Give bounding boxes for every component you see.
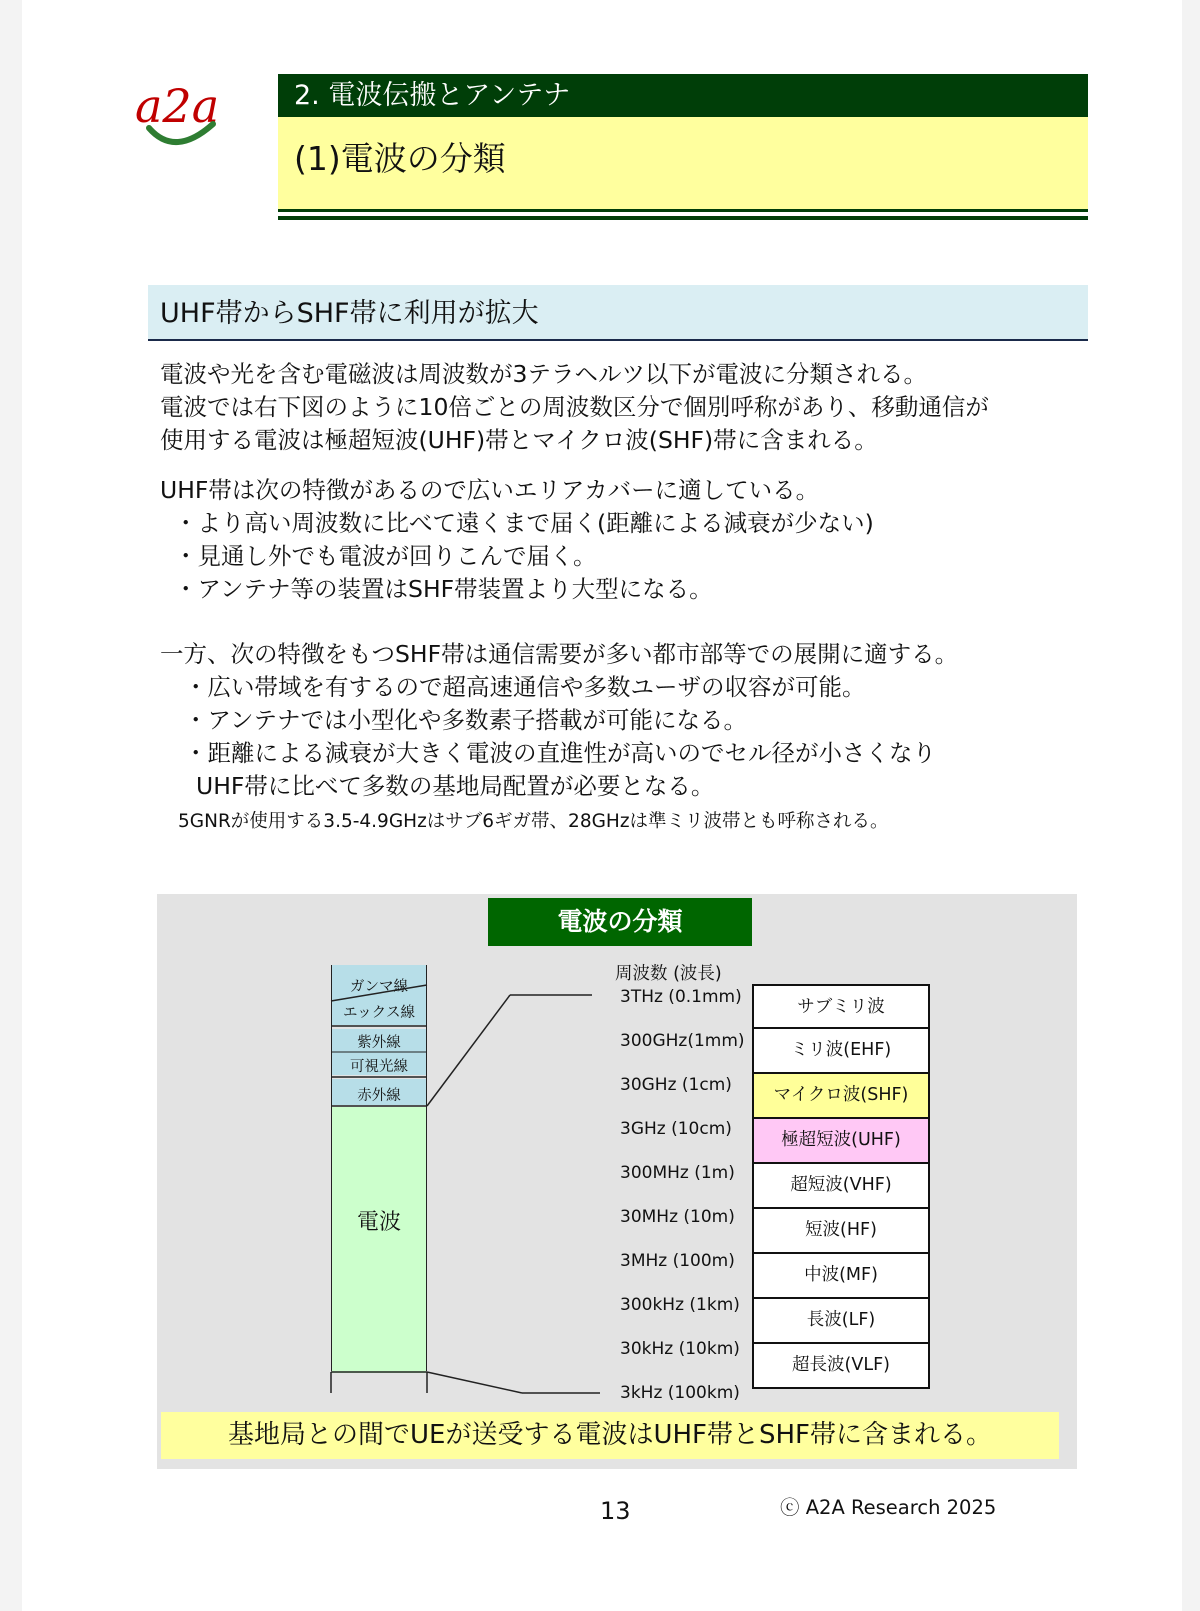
text-line: 使用する電波は極超短波(UHF)帯とマイクロ波(SHF)帯に含まれる。 <box>160 426 878 454</box>
band-ehf: ミリ波(EHF) <box>752 1029 930 1074</box>
bullet-line-continued: UHF帯に比べて多数の基地局配置が必要となる。 <box>196 772 715 800</box>
diagram-title: 電波の分類 <box>488 898 752 946</box>
band-lf: 長波(LF) <box>752 1299 930 1344</box>
band-shf: マイクロ波(SHF) <box>752 1074 930 1119</box>
section-heading: UHF帯からSHF帯に利用が拡大 <box>148 285 1088 341</box>
frequency-label: 300MHz (1m) <box>620 1163 735 1183</box>
frequency-label: 30MHz (10m) <box>620 1207 735 1227</box>
frequency-label: 30GHz (1cm) <box>620 1075 732 1095</box>
connector-bottom <box>427 1372 522 1393</box>
band-vhf: 超短波(VHF) <box>752 1164 930 1209</box>
band-table <box>752 984 930 1389</box>
band-uhf: 極超短波(UHF) <box>752 1119 930 1164</box>
footnote: 5GNRが使用する3.5-4.9GHzはサブ6ギガ帯、28GHzは準ミリ波帯とも呼称される。 <box>178 811 889 832</box>
bullet-line: ・アンテナ等の装置はSHF帯装置より大型になる。 <box>174 575 713 603</box>
connector-top <box>427 995 510 1106</box>
band-submillimeter: サブミリ波 <box>752 984 930 1029</box>
band-vlf: 超長波(VLF) <box>752 1344 930 1389</box>
spectrum-label: 赤外線 <box>357 1088 401 1104</box>
spectrum-label: 可視光線 <box>350 1059 408 1075</box>
frequency-label: 30kHz (10km) <box>620 1339 740 1359</box>
frequency-label: 300GHz(1mm) <box>620 1031 745 1051</box>
radio-wave-label: 電波 <box>356 1210 401 1235</box>
text-line: 電波では右下図のように10倍ごとの周波数区分で個別呼称があり、移動通信が <box>160 393 989 421</box>
frequency-label: 3THz (0.1mm) <box>620 987 742 1007</box>
spectrum-label: ガンマ線 <box>350 979 408 995</box>
bullet-line: ・距離による減衰が大きく電波の直進性が高いのでセル径が小さくなり <box>184 739 936 767</box>
text-line: 一方、次の特徴をもつSHF帯は通信需要が多い都市部等での展開に適する。 <box>160 640 959 668</box>
bullet-line: ・広い帯域を有するので超高速通信や多数ユーザの収容が可能。 <box>184 673 866 701</box>
page-title: (1)電波の分類 <box>278 117 1088 209</box>
frequency-header: 周波数 (波長) <box>615 964 722 984</box>
spectrum-column <box>331 965 427 1371</box>
band-mf: 中波(MF) <box>752 1254 930 1299</box>
bullet-line: ・より高い周波数に比べて遠くまで届く(距離による減衰が少ない) <box>174 509 874 537</box>
bullet-line: ・見通し外でも電波が回りこんで届く。 <box>174 542 597 570</box>
spectrum-label: エックス線 <box>342 1005 416 1021</box>
logo-letters: a2a <box>135 79 220 133</box>
frequency-label: 300kHz (1km) <box>620 1295 740 1315</box>
spectrum-label: 紫外線 <box>357 1035 401 1051</box>
frequency-label: 3GHz (10cm) <box>620 1119 732 1139</box>
text-line: 電波や光を含む電磁波は周波数が3テラヘルツ以下が電波に分類される。 <box>160 360 927 388</box>
bullet-line: ・アンテナでは小型化や多数素子搭載が可能になる。 <box>184 706 748 734</box>
copyright: ⓒ A2A Research 2025 <box>780 1496 997 1519</box>
text-line: UHF帯は次の特徴があるので広いエリアカバーに適している。 <box>160 476 820 504</box>
page-number: 13 <box>600 1497 631 1525</box>
band-hf: 短波(HF) <box>752 1209 930 1254</box>
frequency-label: 3kHz (100km) <box>620 1383 740 1403</box>
conclusion-bar: 基地局との間でUEが送受する電波はUHF帯とSHF帯に含まれる。 <box>161 1412 1059 1459</box>
frequency-label: 3MHz (100m) <box>620 1251 735 1271</box>
chapter-bar: 2. 電波伝搬とアンテナ <box>278 74 1088 117</box>
